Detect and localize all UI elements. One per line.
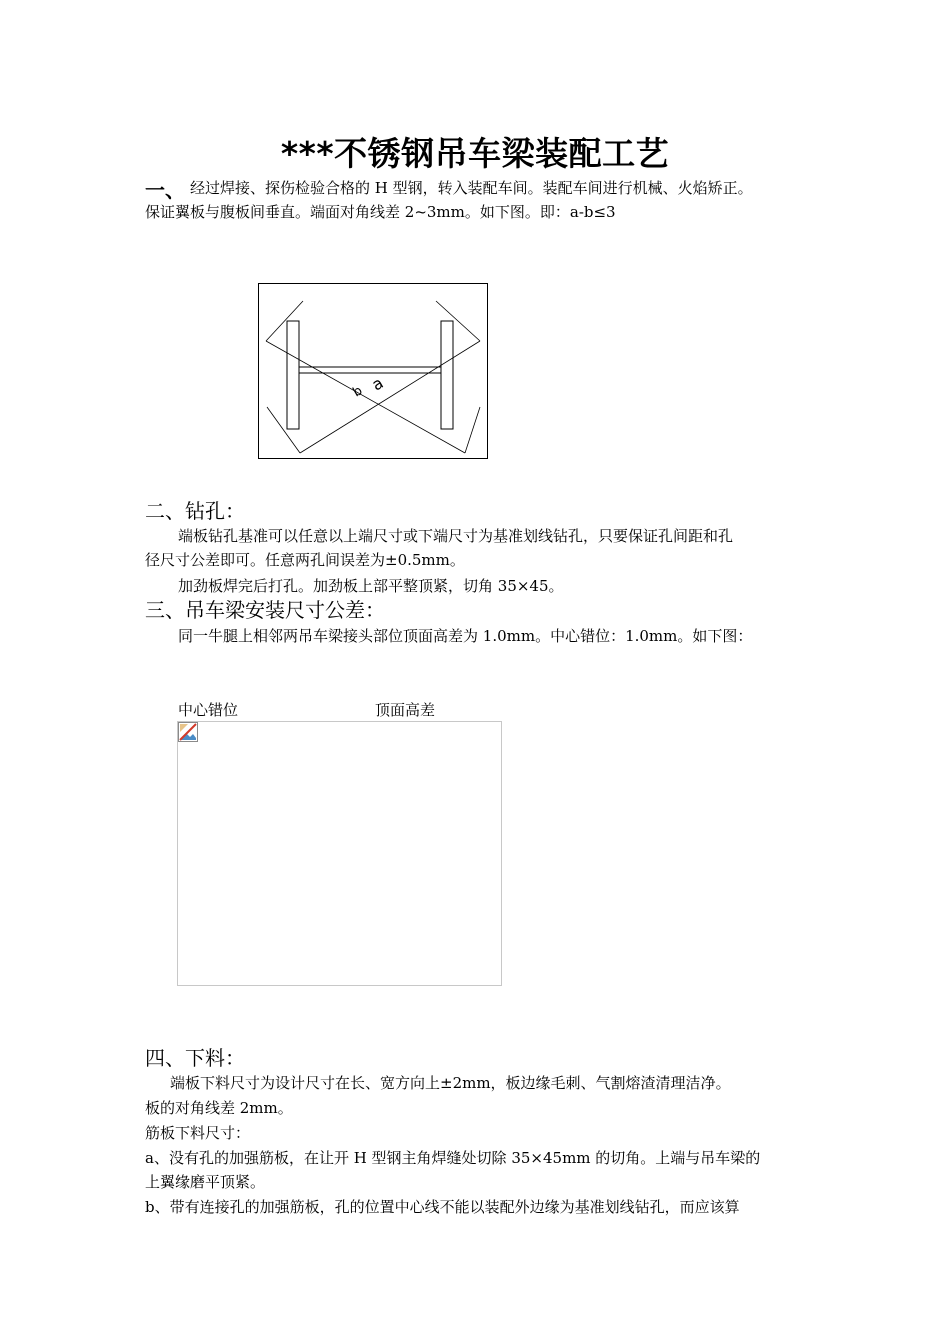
section-4-p1-line-2: 板的对角线差 2mm。 [145,1099,293,1117]
section-1-line-1: 经过焊接、探伤检验合格的 H 型钢，转入装配车间。装配车间进行机械、火焰矫正。 [190,179,753,197]
h-beam-diagonal-figure [258,283,488,459]
missing-image-placeholder [177,721,502,986]
label-b: b [350,383,366,401]
section-4-p1-line-1: 端板下料尺寸为设计尺寸在长、宽方向上±2mm，板边缘毛刺、气割熔渣清理洁净。 [170,1074,731,1092]
section-2-p1-line-1: 端板钻孔基准可以任意以上端尺寸或下端尺寸为基准划线钻孔，只要保证孔间距和孔 [178,527,734,545]
right-flange [441,321,453,429]
figure-label-center-offset: 中心错位 [178,701,239,719]
section-4-item-a-line-2: 上翼缘磨平顶紧。 [145,1173,266,1191]
extension-line-br [465,407,480,453]
section-3-p1: 同一牛腿上相邻两吊车梁接头部位顶面高差为 1.0mm。中心错位：1.0mm。如下图： [178,627,753,645]
section-1-line-2: 保证翼板与腹板间垂直。端面对角线差 2~3mm。如下图。即：a-b≤3 [145,203,616,221]
section-4-item-a-line-1: a、没有孔的加强筋板，在让开 H 型钢主角焊缝处切除 35×45mm 的切角。上端与吊车梁的 [145,1149,761,1167]
section-2-p2: 加劲板焊完后打孔。加劲板上部平整顶紧，切角 35×45。 [178,577,564,595]
left-flange [287,321,299,429]
section-4-heading: 四、下料： [145,1046,245,1070]
section-1 [145,174,185,203]
label-a: a [368,373,387,395]
document-title: ***不锈钢吊车梁装配工艺 [280,134,670,173]
extension-line-bl [267,407,300,453]
figure-label-top-height-diff: 顶面高差 [375,701,436,719]
diagonal-a [266,341,465,453]
section-4-item-b-line-1: b、带有连接孔的加强筋板，孔的位置中心线不能以装配外边缘为基准划线钻孔，而应该算 [145,1198,740,1216]
section-3-heading: 三、吊车梁安装尺寸公差： [145,598,385,622]
section-4-p2: 筋板下料尺寸： [145,1124,251,1142]
broken-image-icon [178,722,198,742]
section-2-p1-line-2: 径尺寸公差即可。任意两孔间误差为±0.5mm。 [145,551,465,569]
section-1-number: 一、 [145,178,185,202]
section-2-heading: 二、钻孔： [145,499,245,523]
